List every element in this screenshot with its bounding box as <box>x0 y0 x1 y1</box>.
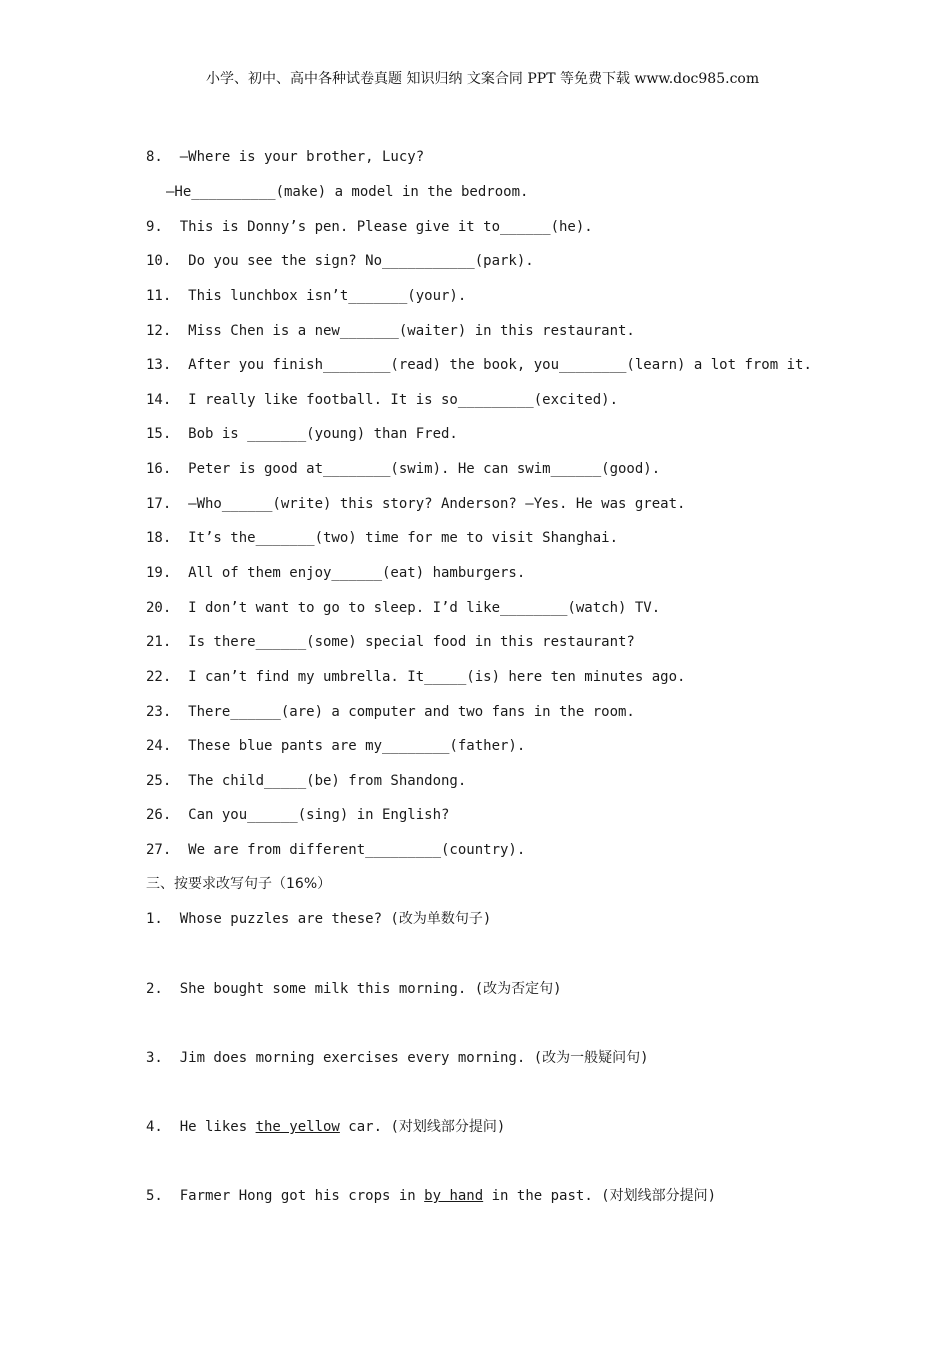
question-15: 15. Bob is _______(young) than Fred. <box>146 426 458 442</box>
rewrite-question-4-pre: 4. He likes <box>146 1119 256 1135</box>
rewrite-question-3: 3. Jim does morning exercises every morning. (改为一般疑问句) <box>146 1050 649 1066</box>
question-20: 20. I don’t want to go to sleep. I’d like________(watch) TV. <box>146 600 661 616</box>
question-8: 8. –Where is your brother, Lucy? <box>146 149 425 165</box>
question-24: 24. These blue pants are my________(father). <box>146 738 526 754</box>
rewrite-question-1: 1. Whose puzzles are these? (改为单数句子) <box>146 911 492 927</box>
underlined-phrase: by hand <box>424 1188 484 1204</box>
question-14: 14. I really like football. It is so_________(excited). <box>146 392 619 408</box>
question-12: 12. Miss Chen is a new_______(waiter) in this restaurant. <box>146 323 635 339</box>
question-11: 11. This lunchbox isn’t_______(your). <box>146 288 467 304</box>
question-25: 25. The child_____(be) from Shandong. <box>146 773 467 789</box>
question-23: 23. There______(are) a computer and two fans in the room. <box>146 704 635 720</box>
question-9: 9. This is Donny’s pen. Please give it to______(he). <box>146 219 593 235</box>
question-18: 18. It’s the_______(two) time for me to visit Shanghai. <box>146 530 619 546</box>
question-13: 13. After you finish________(read) the book, you________(learn) a lot from it. <box>146 357 812 373</box>
question-27: 27. We are from different_________(country). <box>146 842 526 858</box>
rewrite-question-2: 2. She bought some milk this morning. (改为否定句) <box>146 981 562 997</box>
question-17: 17. –Who______(write) this story? Anderson? –Yes. He was great. <box>146 496 686 512</box>
question-8-answer: –He__________(make) a model in the bedroom. <box>166 184 529 200</box>
rewrite-question-5-pre: 5. Farmer Hong got his crops in <box>146 1188 425 1204</box>
question-26: 26. Can you______(sing) in English? <box>146 807 450 823</box>
underlined-phrase: the yellow <box>255 1119 340 1135</box>
question-10: 10. Do you see the sign? No___________(park). <box>146 253 534 269</box>
rewrite-question-4 <box>146 1118 505 1136</box>
page-header: 小学、初中、高中各种试卷真题 知识归纳 文案合同 PPT 等免费下载 www.doc985.com <box>206 71 760 87</box>
question-19: 19. All of them enjoy______(eat) hamburgers. <box>146 565 526 581</box>
rewrite-question-4-post: car. (对划线部分提问) <box>339 1119 506 1135</box>
question-21: 21. Is there______(some) special food in this restaurant? <box>146 634 635 650</box>
rewrite-question-5-post: in the past. (对划线部分提问) <box>483 1188 717 1204</box>
question-16: 16. Peter is good at________(swim). He can swim______(good). <box>146 461 661 477</box>
question-22: 22. I can’t find my umbrella. It_____(is) here ten minutes ago. <box>146 669 686 685</box>
section-3-title: 三、按要求改写句子（16%） <box>146 876 332 892</box>
rewrite-question-5 <box>146 1187 716 1205</box>
